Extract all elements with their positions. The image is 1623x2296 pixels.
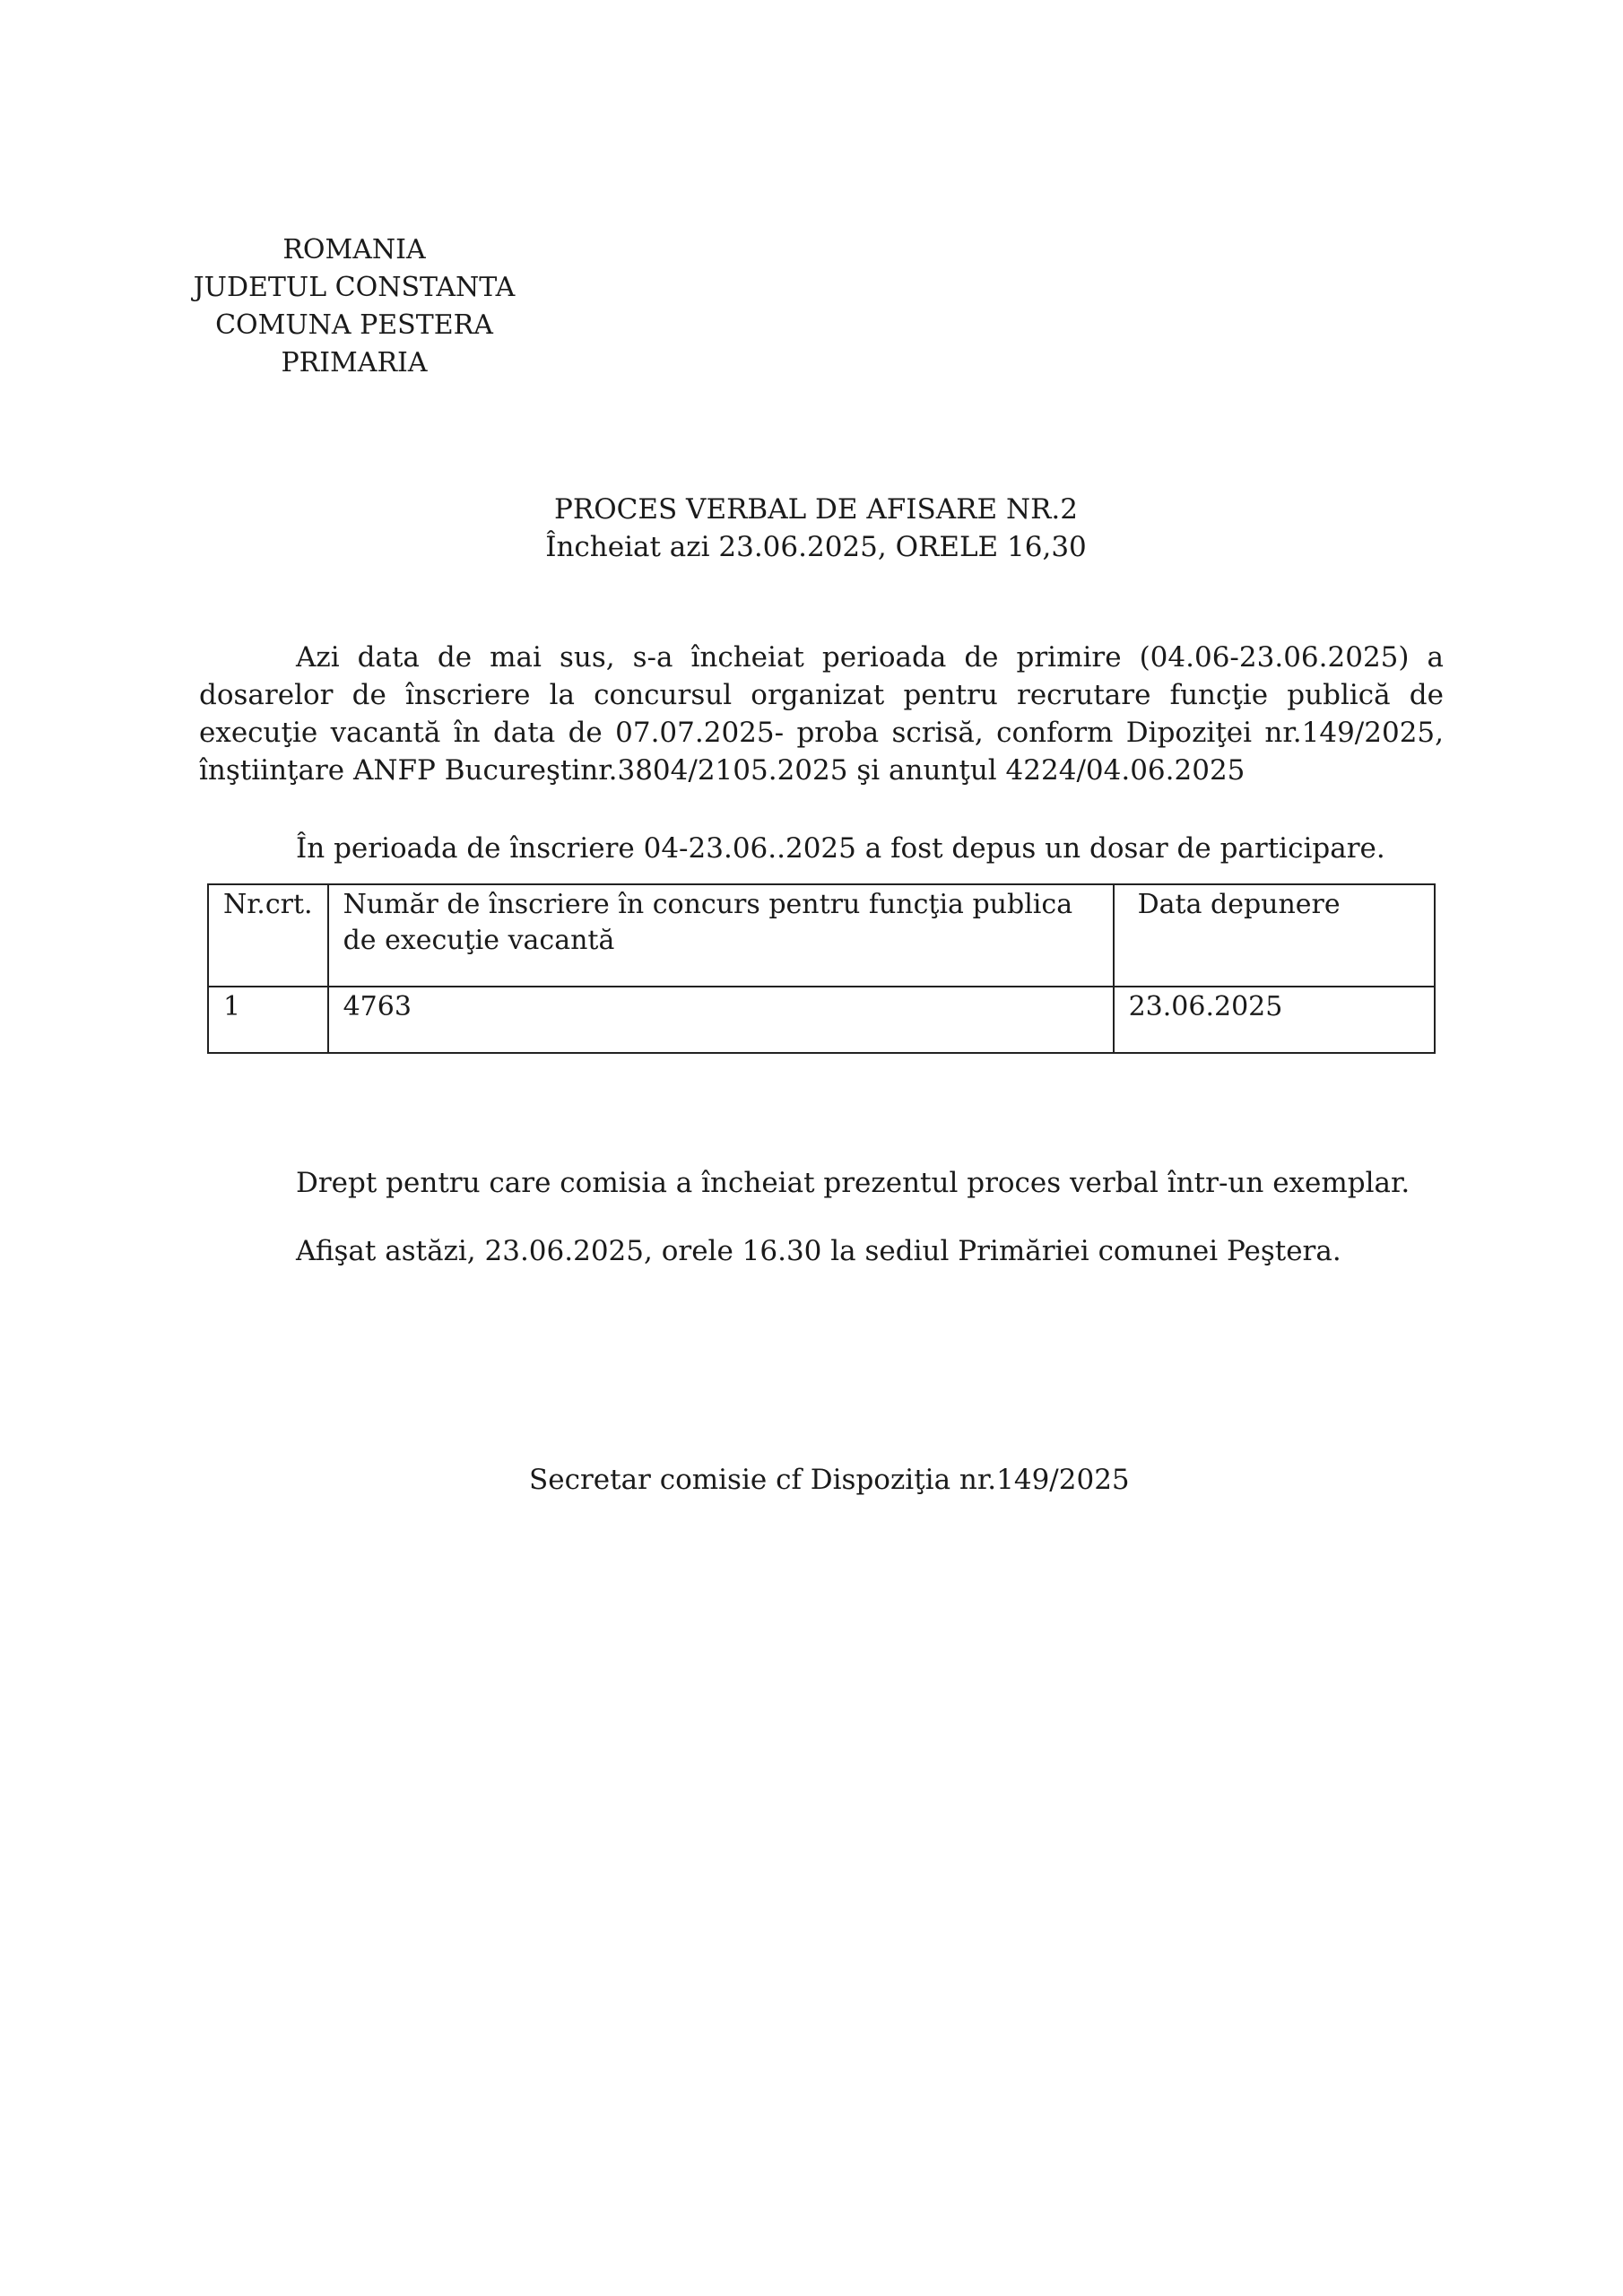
- signature-line: Secretar comisie cf Dispoziţia nr.149/2025: [529, 1464, 1130, 1496]
- cell-nr-crt: 1: [208, 987, 328, 1053]
- cell-registration-number: 4763: [328, 987, 1114, 1053]
- header-submission-date: Data depunere: [1114, 884, 1435, 987]
- title-main: PROCES VERBAL DE AFISARE NR.2: [554, 493, 1078, 526]
- paragraph-intro: [199, 639, 1444, 789]
- header-nr-crt: Nr.crt.: [208, 884, 328, 987]
- institution-header: [188, 231, 520, 382]
- header-country: ROMANIA: [282, 234, 426, 265]
- title-date: Încheiat azi 23.06.2025, ORELE 16,30: [545, 531, 1087, 563]
- document-title: [538, 491, 1094, 566]
- paragraph-registration-period: În perioada de înscriere 04-23.06..2025 a fost depus un dosar de participare.: [296, 832, 1385, 865]
- paragraph-intro-text: Azi data de mai sus, s-a încheiat perioada de primire (04.06-23.06.2025) a dosarelor de înscriere la concursul organizat pentru recrutare funcţie publică de execuţie vacantă în data de 07.07.2025- proba scrisă, conform Dipoziţei nr.149/2025, înştiinţare ANFP Bucureştinr.3804/2105.2025 şi anunţul 4224/04.06.2025: [199, 641, 1444, 787]
- applications-table: [207, 883, 1436, 1054]
- table-header-row: [208, 884, 1435, 987]
- paragraph-posted: Afişat astăzi, 23.06.2025, orele 16.30 la sediul Primăriei comunei Peştera.: [296, 1235, 1341, 1267]
- header-office: PRIMARIA: [281, 347, 428, 378]
- cell-submission-date: 23.06.2025: [1114, 987, 1435, 1053]
- paragraph-conclusion: Drept pentru care comisia a încheiat prezentul proces verbal într-un exemplar.: [296, 1167, 1410, 1199]
- header-commune: COMUNA PESTERA: [215, 309, 493, 341]
- table-row: [208, 987, 1435, 1053]
- header-county: JUDETUL CONSTANTA: [193, 272, 516, 303]
- header-registration-number: Număr de înscriere în concurs pentru funcţia publica de execuţie vacantă: [328, 884, 1114, 987]
